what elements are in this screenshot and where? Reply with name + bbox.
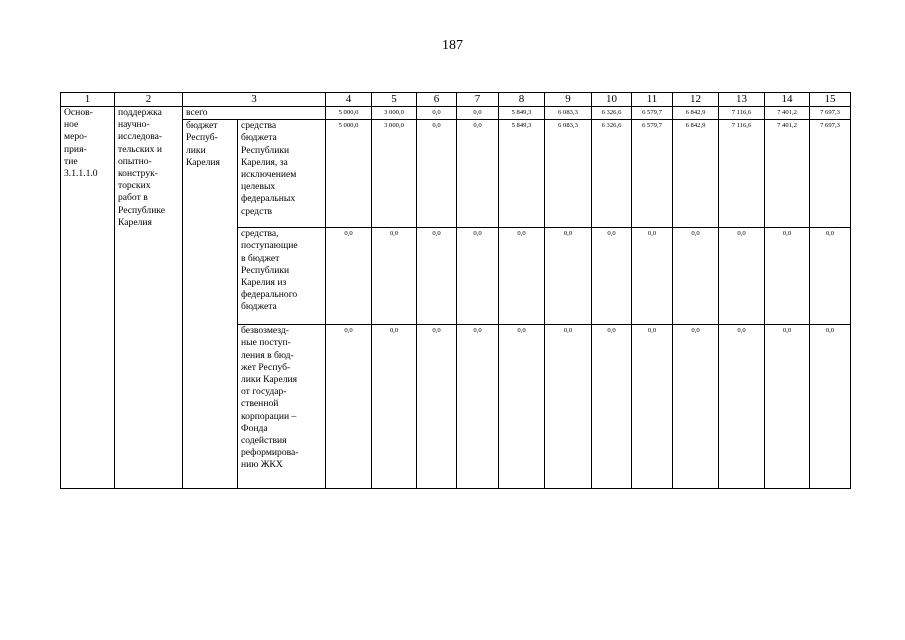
finance-table: [60, 92, 851, 489]
header-cell: 15: [810, 93, 851, 107]
header-cell: 11: [632, 93, 673, 107]
value-cell: 7 116,6: [719, 107, 765, 120]
page-number: 187: [442, 38, 463, 53]
value-cell: 5 849,3: [499, 107, 545, 120]
value-cell: 0,0: [592, 325, 632, 489]
header-cell: 12: [673, 93, 719, 107]
value-cell: 0,0: [545, 325, 592, 489]
source-label: безвозмезд- ные поступ- ления в бюд- жет Респуб- лики Карелия от государ- ственной корпорации – Фонда содействия реформирова- нию ЖКХ: [241, 325, 299, 471]
value-cell: 0,0: [417, 228, 457, 325]
value-cell: 0,0: [765, 228, 810, 325]
value-cell: 6 579,7: [632, 120, 673, 228]
header-cell: 3: [183, 93, 326, 107]
value-cell: 0,0: [632, 325, 673, 489]
value-cell: 0,0: [326, 325, 372, 489]
value-cell: 0,0: [372, 228, 417, 325]
value-cell: 0,0: [673, 325, 719, 489]
value-cell: 3 000,0: [372, 107, 417, 120]
value-cell: 0,0: [765, 325, 810, 489]
value-cell: 0,0: [457, 107, 499, 120]
value-cell: 6 326,6: [592, 107, 632, 120]
header-cell: 6: [417, 93, 457, 107]
description-cell: [115, 107, 183, 489]
source-cell: [238, 120, 326, 228]
header-cell: 2: [115, 93, 183, 107]
source-label: средства, поступающие в бюджет Республики Карелия из федерального бюджета: [241, 228, 298, 313]
value-cell: 6 842,9: [673, 120, 719, 228]
value-cell: 0,0: [545, 228, 592, 325]
source-cell: [238, 228, 326, 325]
value-cell: 7 116,6: [719, 120, 765, 228]
value-cell: 6 579,7: [632, 107, 673, 120]
value-cell: 6 326,6: [592, 120, 632, 228]
value-cell: 7 697,3: [810, 107, 851, 120]
value-cell: 0,0: [372, 325, 417, 489]
value-cell: 0,0: [417, 107, 457, 120]
header-cell: 8: [499, 93, 545, 107]
value-cell: 0,0: [719, 228, 765, 325]
value-cell: 0,0: [810, 228, 851, 325]
value-cell: 0,0: [499, 325, 545, 489]
value-cell: 5 849,3: [499, 120, 545, 228]
total-label: всего: [183, 107, 326, 120]
value-cell: 0,0: [417, 120, 457, 228]
value-cell: 6 842,9: [673, 107, 719, 120]
header-cell: 14: [765, 93, 810, 107]
value-cell: 0,0: [632, 228, 673, 325]
value-cell: 5 000,0: [326, 107, 372, 120]
value-cell: 0,0: [457, 120, 499, 228]
value-cell: 0,0: [673, 228, 719, 325]
header-cell: 7: [457, 93, 499, 107]
table-row-total: [61, 107, 851, 120]
value-cell: 0,0: [719, 325, 765, 489]
value-cell: 5 000,0: [326, 120, 372, 228]
value-cell: 0,0: [326, 228, 372, 325]
description-label: поддержка научно- исследова- тельских и опытно- конструк- торских работ в Республике Карелия: [118, 107, 166, 228]
value-cell: 3 000,0: [372, 120, 417, 228]
budget-cell: [183, 120, 238, 489]
activity-label: Основ- ное меро- прия- тие 3.1.1.1.0: [64, 107, 98, 180]
value-cell: 7 697,3: [810, 120, 851, 228]
header-cell: 4: [326, 93, 372, 107]
value-cell: 7 401,2: [765, 107, 810, 120]
source-label: средства бюджета Республики Карелия, за исключением целевых федеральных средств: [241, 120, 297, 217]
value-cell: 0,0: [457, 325, 499, 489]
value-cell: 6 083,3: [545, 120, 592, 228]
header-cell: 13: [719, 93, 765, 107]
value-cell: 0,0: [457, 228, 499, 325]
source-cell: [238, 325, 326, 489]
header-cell: 5: [372, 93, 417, 107]
header-row: [61, 93, 851, 107]
value-cell: 0,0: [810, 325, 851, 489]
header-cell: 1: [61, 93, 115, 107]
value-cell: 0,0: [592, 228, 632, 325]
header-cell: 9: [545, 93, 592, 107]
value-cell: 0,0: [499, 228, 545, 325]
activity-cell: [61, 107, 115, 489]
budget-label: бюджет Респуб- лики Карелия: [186, 120, 220, 168]
value-cell: 6 083,3: [545, 107, 592, 120]
value-cell: 0,0: [417, 325, 457, 489]
value-cell: 7 401,2: [765, 120, 810, 228]
header-cell: 10: [592, 93, 632, 107]
